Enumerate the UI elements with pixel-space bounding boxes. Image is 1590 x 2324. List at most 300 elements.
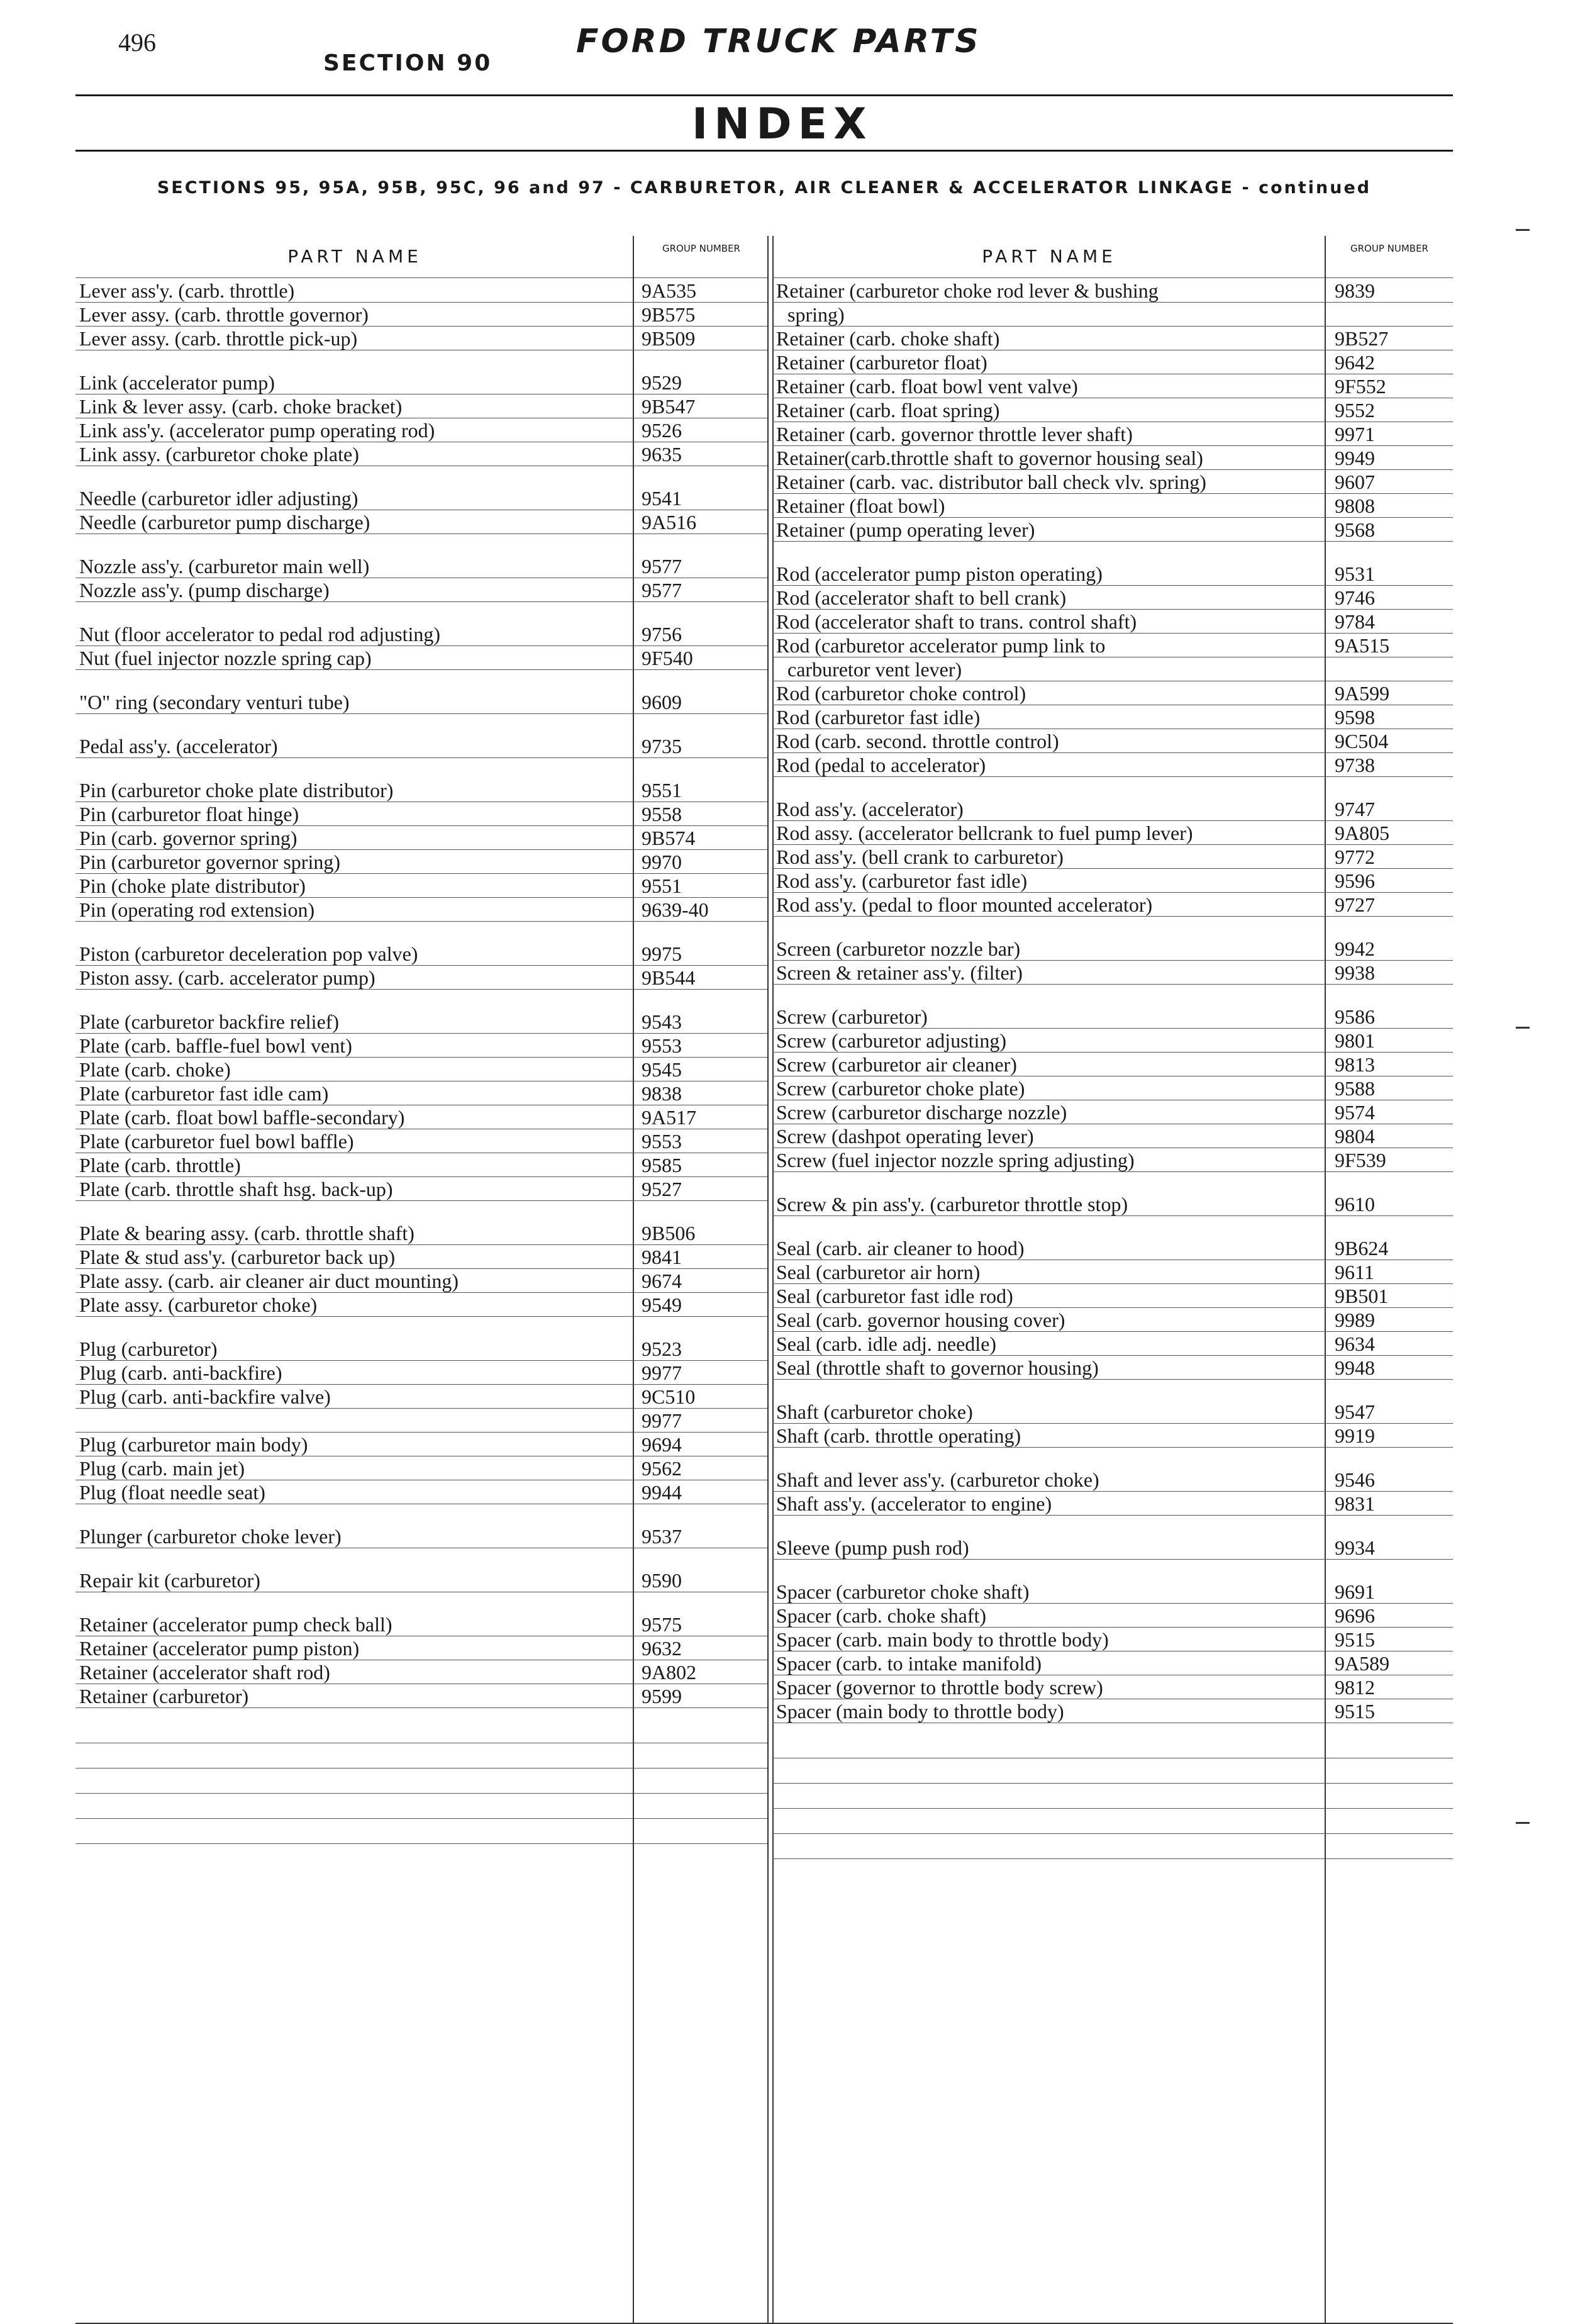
table-row xyxy=(75,303,769,327)
table-row xyxy=(772,610,1453,634)
table-row xyxy=(772,303,1453,327)
part-name: Seal (carburetor air horn) xyxy=(776,1261,981,1283)
group-number: 9607 xyxy=(1335,471,1375,493)
group-number: 9541 xyxy=(642,487,682,510)
part-name: Rod (carburetor fast idle) xyxy=(776,706,981,729)
group-number: 9596 xyxy=(1335,869,1375,892)
group-number: 9756 xyxy=(642,623,682,645)
part-name: Needle (carburetor idler adjusting) xyxy=(79,487,359,510)
part-name: Shaft ass'y. (accelerator to engine) xyxy=(776,1492,1052,1515)
table-row xyxy=(772,1651,1453,1675)
group-number: 9598 xyxy=(1335,706,1375,729)
table-row xyxy=(772,1005,1453,1029)
part-name: Rod (accelerator pump piston operating) xyxy=(776,562,1103,585)
group-number: 9949 xyxy=(1335,447,1375,469)
group-number: 9A802 xyxy=(642,1661,697,1684)
table-row xyxy=(772,961,1453,985)
part-name: Rod ass'y. (accelerator) xyxy=(776,798,964,820)
part-name: Link assy. (carburetor choke plate) xyxy=(79,443,359,466)
page-number: 496 xyxy=(118,28,156,57)
group-number: 9568 xyxy=(1335,518,1375,541)
part-name: Retainer (carb. governor throttle lever shaft) xyxy=(776,423,1133,445)
table-row xyxy=(75,1245,769,1269)
group-number: 9632 xyxy=(642,1637,682,1660)
table-row xyxy=(75,1456,769,1480)
table-row xyxy=(75,1129,769,1153)
part-name: Seal (carb. idle adj. needle) xyxy=(776,1332,997,1355)
part-name: Pin (carburetor float hinge) xyxy=(79,803,299,825)
part-name: Screw (carburetor) xyxy=(776,1005,928,1028)
table-row xyxy=(75,1409,769,1433)
group-number: 9553 xyxy=(642,1130,682,1153)
group-number: 9738 xyxy=(1335,754,1375,776)
part-name: Spacer (carb. choke shaft) xyxy=(776,1604,987,1627)
group-number: 9526 xyxy=(642,419,682,442)
table-row xyxy=(75,1612,769,1636)
part-name: Plate & stud ass'y. (carburetor back up) xyxy=(79,1246,396,1268)
table-row xyxy=(75,1269,769,1293)
group-number: 9B506 xyxy=(642,1222,696,1244)
group-number: 9812 xyxy=(1335,1676,1375,1699)
part-name-header: PART NAME xyxy=(75,236,634,278)
part-name: Rod (accelerator shaft to bell crank) xyxy=(776,586,1067,609)
group-number: 9804 xyxy=(1335,1125,1375,1148)
group-number: 9B501 xyxy=(1335,1285,1389,1307)
part-name: Nozzle ass'y. (pump discharge) xyxy=(79,579,330,601)
part-name: Plate (carb. throttle) xyxy=(79,1154,241,1176)
part-name: Plate assy. (carburetor choke) xyxy=(79,1293,318,1316)
blank-row xyxy=(772,1834,1453,1859)
part-name: Rod (carburetor accelerator pump link to xyxy=(776,634,1106,657)
blank-row xyxy=(772,1733,1453,1758)
part-name: Spacer (governor to throttle body screw) xyxy=(776,1676,1103,1699)
part-name: Spacer (main body to throttle body) xyxy=(776,1700,1064,1723)
part-name: Plug (carburetor main body) xyxy=(79,1433,308,1456)
table-row xyxy=(772,1580,1453,1604)
part-name: Pin (operating rod extension) xyxy=(79,898,315,921)
table-row xyxy=(75,690,769,714)
group-number: 9977 xyxy=(642,1361,682,1384)
group-number: 9551 xyxy=(642,779,682,802)
group-number: 9934 xyxy=(1335,1536,1375,1559)
part-name: Repair kit (carburetor) xyxy=(79,1569,260,1592)
part-name: Plug (float needle seat) xyxy=(79,1481,265,1504)
table-row xyxy=(772,1076,1453,1100)
table-row xyxy=(772,1260,1453,1284)
table-row xyxy=(772,422,1453,446)
part-name: Nut (fuel injector nozzle spring cap) xyxy=(79,647,372,669)
table-row xyxy=(772,470,1453,494)
table-row xyxy=(75,1361,769,1385)
table-row xyxy=(772,327,1453,350)
table-row xyxy=(75,898,769,922)
table-row xyxy=(772,1332,1453,1356)
top-rule xyxy=(75,94,1453,96)
part-name: Rod ass'y. (carburetor fast idle) xyxy=(776,869,1028,892)
part-name: Seal (carb. air cleaner to hood) xyxy=(776,1237,1025,1260)
blank-row xyxy=(772,1758,1453,1784)
group-number: 9553 xyxy=(642,1034,682,1057)
group-number: 9527 xyxy=(642,1178,682,1200)
part-name: Spacer (carburetor choke shaft) xyxy=(776,1580,1030,1603)
group-number: 9558 xyxy=(642,803,682,825)
part-name: Plate (carb. choke) xyxy=(79,1058,231,1081)
table-row xyxy=(75,418,769,442)
group-number: 9A535 xyxy=(642,279,697,302)
group-number: 9B509 xyxy=(642,327,696,350)
part-name: carburetor vent lever) xyxy=(787,658,962,681)
table-row xyxy=(772,1236,1453,1260)
part-name: Pin (choke plate distributor) xyxy=(79,874,306,897)
group-number: 9841 xyxy=(642,1246,682,1268)
table-row xyxy=(772,1100,1453,1124)
table-row xyxy=(772,562,1453,586)
part-name: Nut (floor accelerator to pedal rod adjusting) xyxy=(79,623,440,645)
group-number: 9634 xyxy=(1335,1332,1375,1355)
part-name: Shaft and lever ass'y. (carburetor choke) xyxy=(776,1468,1099,1491)
group-number: 9537 xyxy=(642,1525,682,1548)
group-number: 9599 xyxy=(642,1685,682,1707)
table-row xyxy=(75,1337,769,1361)
section-label: SECTION 90 xyxy=(323,50,492,76)
group-number: 9F540 xyxy=(642,647,693,669)
group-number: 9609 xyxy=(642,691,682,713)
group-number: 9970 xyxy=(642,851,682,873)
group-number: 9529 xyxy=(642,371,682,394)
part-name: Plate (carb. float bowl baffle-secondary) xyxy=(79,1106,405,1129)
table-row xyxy=(75,1480,769,1504)
blank-row xyxy=(75,1743,769,1768)
group-number: 9691 xyxy=(1335,1580,1375,1603)
part-name: Rod (carb. second. throttle control) xyxy=(776,730,1059,752)
table-row xyxy=(772,1536,1453,1560)
part-name: Pedal ass'y. (accelerator) xyxy=(79,735,278,757)
group-number: 9547 xyxy=(1335,1400,1375,1423)
group-number: 9635 xyxy=(642,443,682,466)
part-name: Plug (carb. anti-backfire valve) xyxy=(79,1385,331,1408)
part-name: Piston assy. (carb. accelerator pump) xyxy=(79,966,375,989)
part-name: Screw (carburetor adjusting) xyxy=(776,1029,1007,1052)
part-name: Screen & retainer ass'y. (filter) xyxy=(776,961,1023,984)
group-number: 9B547 xyxy=(642,395,696,418)
group-number: 9B544 xyxy=(642,966,696,989)
table-row xyxy=(75,371,769,394)
part-name: Retainer (accelerator pump check ball) xyxy=(79,1613,392,1636)
part-name: Retainer(carb.throttle shaft to governor housing seal) xyxy=(776,447,1203,469)
table-row xyxy=(75,1034,769,1058)
table-row xyxy=(772,1675,1453,1699)
table-row xyxy=(75,510,769,534)
table-row xyxy=(75,646,769,670)
group-number: 9944 xyxy=(642,1481,682,1504)
group-number: 9808 xyxy=(1335,494,1375,517)
table-row xyxy=(75,394,769,418)
table-row xyxy=(75,1293,769,1317)
document-title: FORD TRUCK PARTS xyxy=(576,23,981,60)
table-row xyxy=(772,1148,1453,1172)
table-row xyxy=(75,1105,769,1129)
part-name: Retainer (carburetor) xyxy=(79,1685,249,1707)
part-name: Seal (carb. governor housing cover) xyxy=(776,1309,1065,1331)
group-number: 9577 xyxy=(642,579,682,601)
group-number: 9A805 xyxy=(1335,822,1390,844)
part-name: Seal (throttle shaft to governor housing) xyxy=(776,1356,1099,1379)
table-row xyxy=(75,622,769,646)
blank-row xyxy=(75,1718,769,1743)
table-row xyxy=(772,681,1453,705)
table-row xyxy=(772,937,1453,961)
table-row xyxy=(772,398,1453,422)
part-name: Retainer (carburetor choke rod lever & bushing xyxy=(776,279,1159,302)
part-name: Rod (accelerator shaft to trans. control shaft) xyxy=(776,610,1137,633)
part-name: Plunger (carburetor choke lever) xyxy=(79,1525,342,1548)
group-number: 9735 xyxy=(642,735,682,757)
left-parts-table xyxy=(75,236,769,2323)
group-number: 9919 xyxy=(1335,1424,1375,1447)
group-number: 9971 xyxy=(1335,423,1375,445)
group-number: 9B527 xyxy=(1335,327,1389,350)
group-number: 9543 xyxy=(642,1010,682,1033)
part-name: Plate (carburetor backfire relief) xyxy=(79,1010,340,1033)
group-number: 9639-40 xyxy=(642,898,709,921)
table-row xyxy=(75,874,769,898)
part-name: Rod (carburetor choke control) xyxy=(776,682,1026,705)
group-number: 9A599 xyxy=(1335,682,1390,705)
table-row xyxy=(772,1356,1453,1380)
part-name: Plate (carb. throttle shaft hsg. back-up) xyxy=(79,1178,393,1200)
group-number: 9515 xyxy=(1335,1628,1375,1651)
group-number: 9523 xyxy=(642,1338,682,1360)
group-number: 9515 xyxy=(1335,1700,1375,1723)
table-row xyxy=(772,1192,1453,1216)
group-number: 9831 xyxy=(1335,1492,1375,1515)
table-row xyxy=(772,729,1453,753)
table-row xyxy=(772,374,1453,398)
table-row xyxy=(772,518,1453,542)
table-row xyxy=(772,1124,1453,1148)
index-title: INDEX xyxy=(692,99,873,149)
margin-mark xyxy=(1516,229,1530,231)
table-row xyxy=(75,1568,769,1592)
part-name: Retainer (carb. float bowl vent valve) xyxy=(776,375,1078,398)
table-row xyxy=(772,1699,1453,1723)
group-number: 9772 xyxy=(1335,846,1375,868)
table-row xyxy=(772,494,1453,518)
blank-row xyxy=(75,1768,769,1794)
group-number: 9531 xyxy=(1335,562,1375,585)
group-number: 9A516 xyxy=(642,511,697,534)
group-number: 9586 xyxy=(1335,1005,1375,1028)
part-name: Screw (dashpot operating lever) xyxy=(776,1125,1034,1148)
part-name: Nozzle ass'y. (carburetor main well) xyxy=(79,555,370,578)
part-name: Retainer (accelerator pump piston) xyxy=(79,1637,360,1660)
table-row xyxy=(75,1221,769,1245)
table-row xyxy=(772,350,1453,374)
part-name: Plug (carburetor) xyxy=(79,1338,218,1360)
table-row xyxy=(772,705,1453,729)
table-row xyxy=(75,578,769,602)
table-row xyxy=(75,442,769,466)
table-row xyxy=(75,966,769,990)
table-row xyxy=(772,797,1453,821)
table-row xyxy=(75,1636,769,1660)
group-number: 9839 xyxy=(1335,279,1375,302)
table-row xyxy=(75,734,769,758)
table-row xyxy=(772,1468,1453,1492)
part-name: Pin (carburetor governor spring) xyxy=(79,851,340,873)
blank-row xyxy=(772,1784,1453,1809)
group-number: 9A515 xyxy=(1335,634,1390,657)
part-name: Retainer (pump operating lever) xyxy=(776,518,1035,541)
group-number: 9948 xyxy=(1335,1356,1375,1379)
part-name: Seal (carburetor fast idle rod) xyxy=(776,1285,1013,1307)
group-number: 9747 xyxy=(1335,798,1375,820)
table-row xyxy=(75,1660,769,1684)
group-number: 9694 xyxy=(642,1433,682,1456)
table-row xyxy=(772,869,1453,893)
table-row xyxy=(772,1424,1453,1448)
group-number: 9562 xyxy=(642,1457,682,1480)
part-name: Lever ass'y. (carb. throttle) xyxy=(79,279,295,302)
group-number: 9838 xyxy=(642,1082,682,1105)
table-row xyxy=(772,1628,1453,1651)
part-name: Retainer (accelerator shaft rod) xyxy=(79,1661,330,1684)
part-name: Spacer (carb. main body to throttle body) xyxy=(776,1628,1109,1651)
part-name: Pin (carb. governor spring) xyxy=(79,827,297,849)
table-row xyxy=(75,1081,769,1105)
part-name: Plate assy. (carb. air cleaner air duct mounting) xyxy=(79,1270,459,1292)
group-number: 9588 xyxy=(1335,1077,1375,1100)
part-name: Retainer (carb. float spring) xyxy=(776,399,1000,422)
center-double-rule-left xyxy=(767,236,769,2323)
group-number-header: GROUP NUMBER xyxy=(1326,236,1453,278)
part-name: Screw (fuel injector nozzle spring adjusting) xyxy=(776,1149,1135,1171)
group-number-header: GROUP NUMBER xyxy=(634,236,769,278)
part-name: Rod ass'y. (bell crank to carburetor) xyxy=(776,846,1064,868)
group-number: 9813 xyxy=(1335,1053,1375,1076)
table-row xyxy=(75,1433,769,1456)
table-row xyxy=(772,821,1453,845)
right-parts-table xyxy=(772,236,1453,2323)
table-row xyxy=(772,279,1453,303)
table-row xyxy=(772,845,1453,869)
group-number: 9C510 xyxy=(642,1385,696,1408)
group-number: 9577 xyxy=(642,555,682,578)
part-name: Retainer (carb. choke shaft) xyxy=(776,327,1000,350)
group-number: 9611 xyxy=(1335,1261,1374,1283)
part-name: Plate (carburetor fast idle cam) xyxy=(79,1082,329,1105)
group-number: 9574 xyxy=(1335,1101,1375,1124)
group-number: 9674 xyxy=(642,1270,682,1292)
group-number: 9545 xyxy=(642,1058,682,1081)
group-number: 9546 xyxy=(1335,1468,1375,1491)
part-name: Shaft (carb. throttle operating) xyxy=(776,1424,1021,1447)
group-number: 9A589 xyxy=(1335,1652,1390,1675)
part-name: Plate (carburetor fuel bowl baffle) xyxy=(79,1130,354,1153)
group-number: 9C504 xyxy=(1335,730,1389,752)
table-row xyxy=(75,1385,769,1409)
group-number: 9B624 xyxy=(1335,1237,1389,1260)
blank-row xyxy=(772,1809,1453,1834)
table-row xyxy=(772,1308,1453,1332)
table-row xyxy=(75,826,769,850)
group-number: 9590 xyxy=(642,1569,682,1592)
table-row xyxy=(772,1029,1453,1053)
blank-row xyxy=(75,1819,769,1844)
table-row xyxy=(772,1053,1453,1076)
part-name: Rod assy. (accelerator bellcrank to fuel pump lever) xyxy=(776,822,1193,844)
part-name: Retainer (float bowl) xyxy=(776,494,945,517)
part-name: Shaft (carburetor choke) xyxy=(776,1400,973,1423)
part-name: Plate & bearing assy. (carb. throttle shaft) xyxy=(79,1222,414,1244)
table-row xyxy=(772,1400,1453,1424)
table-row xyxy=(772,634,1453,657)
table-row xyxy=(75,1058,769,1081)
group-number: 9551 xyxy=(642,874,682,897)
part-name: Link (accelerator pump) xyxy=(79,371,275,394)
group-number: 9B574 xyxy=(642,827,696,849)
group-number: 9746 xyxy=(1335,586,1375,609)
table-row xyxy=(75,327,769,350)
table-row xyxy=(75,1524,769,1548)
part-name: Sleeve (pump push rod) xyxy=(776,1536,969,1559)
part-name: Screw (carburetor choke plate) xyxy=(776,1077,1025,1100)
part-name: "O" ring (secondary venturi tube) xyxy=(79,691,350,713)
index-rule xyxy=(75,150,1453,152)
group-number: 9F539 xyxy=(1335,1149,1386,1171)
group-number: 9938 xyxy=(1335,961,1375,984)
table-row xyxy=(75,802,769,826)
part-name: Needle (carburetor pump discharge) xyxy=(79,511,370,534)
table-row xyxy=(772,1604,1453,1628)
table-row xyxy=(75,778,769,802)
table-row xyxy=(75,1177,769,1201)
table-row xyxy=(75,486,769,510)
part-name: Rod ass'y. (pedal to floor mounted accelerator) xyxy=(776,893,1153,916)
group-number: 9642 xyxy=(1335,351,1375,374)
part-name: Retainer (carb. vac. distributor ball check vlv. spring) xyxy=(776,471,1206,493)
sections-subtitle: SECTIONS 95, 95A, 95B, 95C, 96 and 97 - CARBURETOR, AIR CLEANER & ACCELERATOR LINKAGE - continued xyxy=(157,178,1372,198)
part-name: Screen (carburetor nozzle bar) xyxy=(776,937,1021,960)
part-name: Retainer (carburetor float) xyxy=(776,351,987,374)
margin-mark xyxy=(1516,1822,1530,1824)
group-number: 9610 xyxy=(1335,1193,1375,1215)
group-number: 9801 xyxy=(1335,1029,1375,1052)
table-row xyxy=(772,657,1453,681)
table-row xyxy=(772,446,1453,470)
group-number: 9552 xyxy=(1335,399,1375,422)
part-name: Rod (pedal to accelerator) xyxy=(776,754,986,776)
part-name: Piston (carburetor deceleration pop valve) xyxy=(79,942,418,965)
table-row xyxy=(75,279,769,303)
part-name: Lever assy. (carb. throttle pick-up) xyxy=(79,327,358,350)
table-row xyxy=(772,753,1453,777)
part-name: Screw (carburetor air cleaner) xyxy=(776,1053,1017,1076)
table-row xyxy=(772,893,1453,917)
part-name: Spacer (carb. to intake manifold) xyxy=(776,1652,1042,1675)
group-number: 9977 xyxy=(642,1409,682,1432)
group-number: 9727 xyxy=(1335,893,1375,916)
part-name: Link & lever assy. (carb. choke bracket) xyxy=(79,395,403,418)
table-row xyxy=(75,1684,769,1708)
table-row xyxy=(772,586,1453,610)
group-number: 9942 xyxy=(1335,937,1375,960)
part-name: Link ass'y. (accelerator pump operating rod) xyxy=(79,419,435,442)
table-row xyxy=(772,1492,1453,1516)
blank-row xyxy=(75,1794,769,1819)
part-name: Plate (carb. baffle-fuel bowl vent) xyxy=(79,1034,352,1057)
part-name-header: PART NAME xyxy=(772,236,1326,278)
